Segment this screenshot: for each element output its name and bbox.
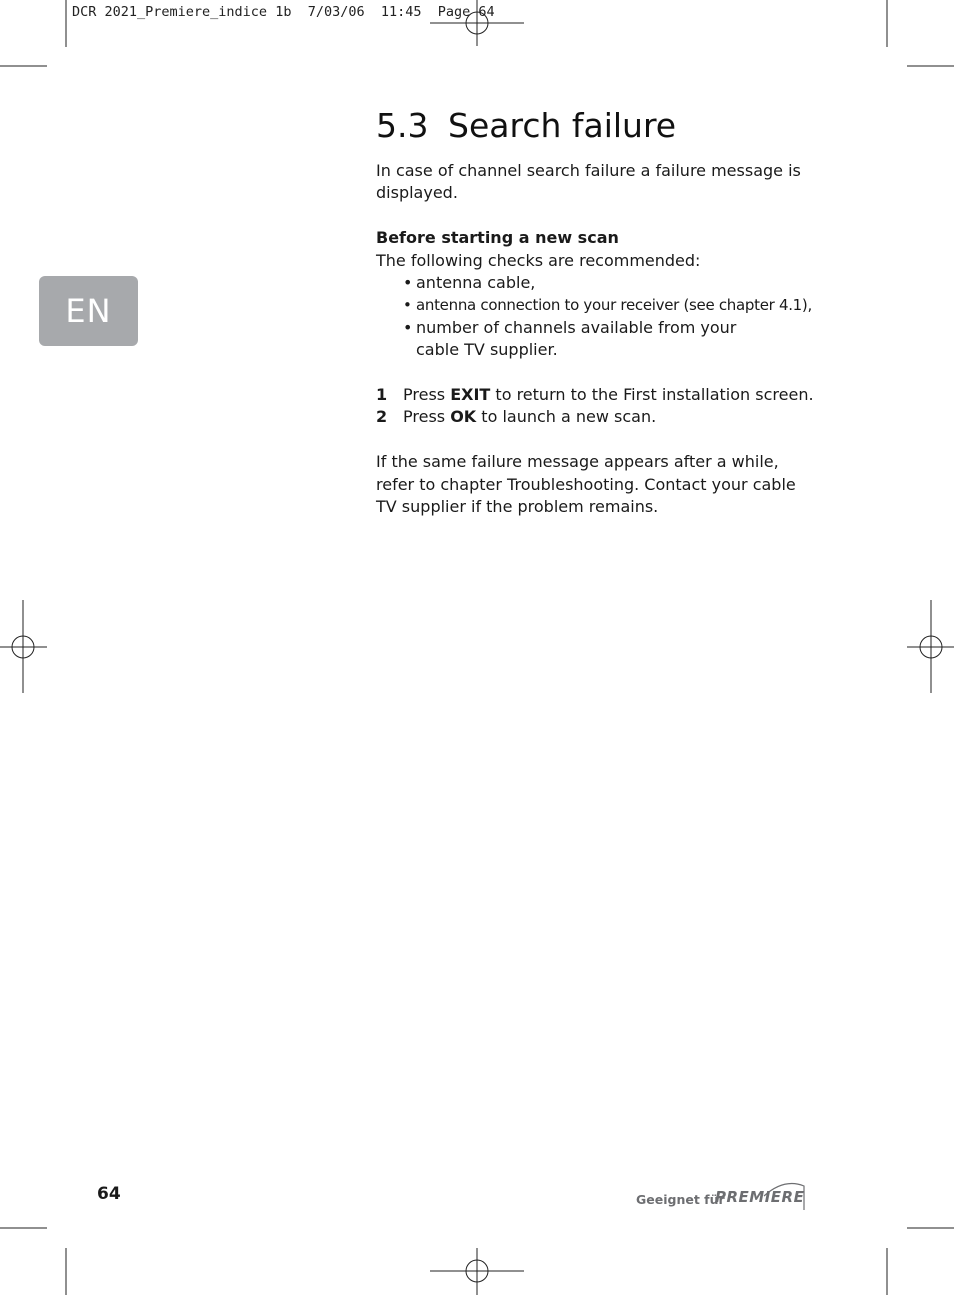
- subheading-before-scan: Before starting a new scan: [376, 228, 619, 248]
- suitable-for-label: Geeignet für: [636, 1192, 725, 1207]
- page-number: 64: [97, 1184, 121, 1204]
- page-content: [376, 104, 816, 518]
- step-number: 1: [376, 385, 388, 405]
- key-exit: EXIT: [450, 385, 491, 405]
- key-ok: OK: [450, 407, 477, 427]
- language-tab: EN: [39, 276, 138, 346]
- section-heading: [376, 104, 816, 148]
- section-number: 5.3: [376, 106, 429, 145]
- list-item-text: number of channels available from your cable TV supplier.: [416, 317, 737, 360]
- closing-paragraph: If the same failure message appears after a while, refer to chapter Troubleshooting. Contact your cable TV supplier if the problem remains.: [376, 452, 796, 517]
- step-text: Press: [403, 407, 451, 427]
- section-title: Search failure: [448, 106, 677, 145]
- step-text: Press: [403, 385, 451, 405]
- checks-lead: The following checks are recommended:: [376, 250, 701, 270]
- list-item-text: antenna connection to your receiver (see chapter 4.1),: [416, 296, 812, 315]
- premiere-logo: PREMIERE: [715, 1188, 805, 1206]
- list-item-text: antenna cable,: [416, 273, 536, 293]
- step-text: to return to the First installation screen.: [490, 385, 814, 405]
- step-number: 2: [376, 407, 388, 427]
- list-item: • number of channels available from your cable TV supplier.: [403, 317, 737, 360]
- checks-list: [376, 272, 816, 362]
- step-text: to launch a new scan.: [476, 407, 657, 427]
- print-slug: DCR 2021_Premiere_indice 1b 7/03/06 11:45 Page 64: [72, 4, 495, 20]
- intro-paragraph: In case of channel search failure a failure message is displayed.: [376, 161, 801, 203]
- step-1: [376, 384, 816, 406]
- list-item: • antenna connection to your receiver (see chapter 4.1),: [403, 296, 812, 315]
- brand-badge: [636, 1180, 808, 1214]
- list-item: • antenna cable,: [403, 273, 536, 293]
- step-2: [376, 406, 816, 428]
